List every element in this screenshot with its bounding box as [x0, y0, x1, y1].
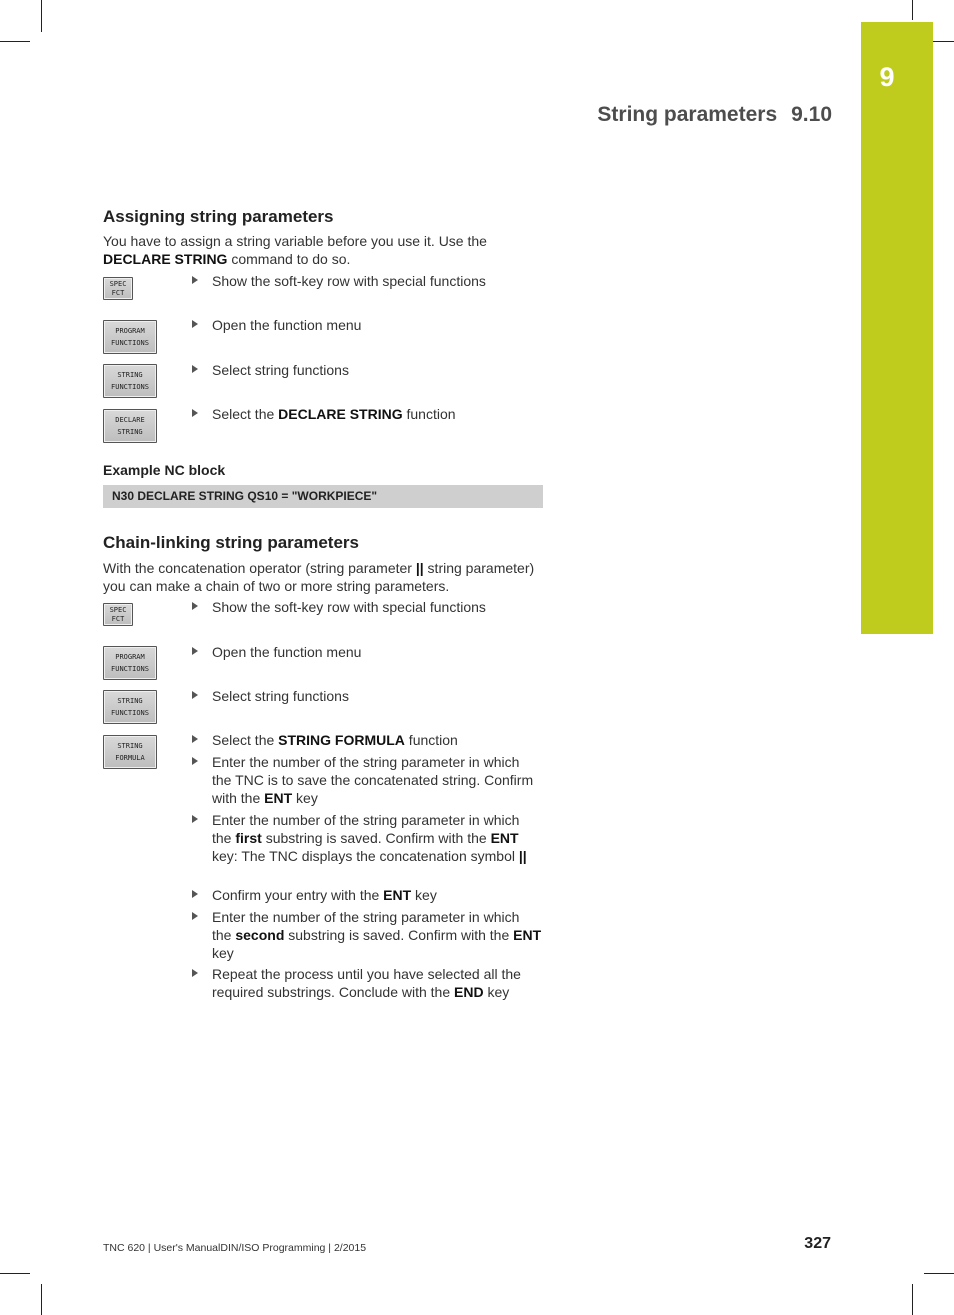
softkey-program-functions[interactable] [103, 320, 157, 354]
step-text-part: function [404, 732, 458, 748]
step-bold: ENT [264, 790, 293, 806]
triangle-bullet-icon [192, 757, 198, 765]
triangle-bullet-icon [192, 912, 198, 920]
section-heading-chain-linking: Chain-linking string parameters [103, 533, 359, 552]
crop-mark [0, 1273, 30, 1274]
softkey-string-formula[interactable] [103, 735, 157, 769]
crop-mark [912, 0, 913, 20]
crop-mark [912, 1284, 913, 1315]
step-text-part: Enter the number of the string parameter in which the [212, 812, 520, 846]
step-item [192, 731, 542, 749]
triangle-bullet-icon [192, 815, 198, 823]
step-bold: ENT [513, 927, 542, 943]
step-text-part: key [411, 887, 437, 903]
step-item [192, 753, 542, 807]
triangle-bullet-icon [192, 276, 198, 284]
step-bold: first [235, 830, 262, 846]
step-text [212, 965, 542, 1001]
section-heading-assigning: Assigning string parameters [103, 207, 334, 226]
softkey-label: SPEC [109, 605, 127, 614]
step-text [212, 908, 542, 962]
chapter-number: 9 [879, 62, 895, 92]
nc-code-block: N30 DECLARE STRING QS10 = "WORKPIECE" [103, 485, 543, 508]
chapter-tab [861, 22, 933, 634]
step-item [192, 687, 542, 705]
step-text [212, 731, 542, 749]
intro-bold: || [415, 560, 424, 576]
softkey-label: DECLARE [115, 416, 145, 424]
step-text [212, 811, 542, 865]
triangle-bullet-icon [192, 647, 198, 655]
step-text [212, 886, 542, 904]
softkey-label: STRING [117, 697, 143, 705]
step-text: Show the soft-key row with special functions [212, 273, 486, 289]
footer-text: TNC 620 | User's ManualDIN/ISO Programming | 2/2015 [103, 1242, 367, 1254]
crop-mark [0, 41, 30, 42]
section-intro-chain-linking [103, 559, 548, 595]
softkey-program-functions[interactable] [103, 646, 157, 680]
step-text-part: Enter the number of the string parameter in which the TNC is to save the concatenated string. Confirm with the [212, 754, 534, 806]
step-bold: END [454, 984, 484, 1000]
page-number: 327 [804, 1235, 831, 1252]
step-item [192, 643, 542, 661]
step-text: Select string functions [212, 688, 349, 704]
softkey-label: STRING [117, 371, 143, 379]
step-item [192, 811, 542, 865]
softkey-label: SPEC [109, 279, 127, 288]
triangle-bullet-icon [192, 691, 198, 699]
softkey-label: FUNCTIONS [111, 339, 149, 347]
softkey-label: PROGRAM [115, 327, 145, 335]
step-text-part: key [483, 984, 510, 1000]
crop-mark [924, 1273, 954, 1274]
step-text-part: key: The TNC displays the concatenation symbol [212, 848, 519, 864]
softkey-label: FUNCTIONS [111, 665, 149, 673]
softkey-label: PROGRAM [115, 653, 145, 661]
header-title: String parameters [597, 103, 778, 126]
triangle-bullet-icon [192, 969, 198, 977]
softkey-label: FCT [111, 614, 125, 623]
crop-mark [41, 1284, 42, 1315]
header-section-number: 9.10 [791, 103, 832, 126]
step-text: Open the function menu [212, 317, 362, 333]
softkey-string-functions[interactable] [103, 690, 157, 724]
step-text: Show the soft-key row with special functions [212, 599, 486, 615]
step-text-part: key [292, 790, 318, 806]
step-text-part: key [212, 945, 234, 961]
intro-bold: DECLARE STRING [103, 251, 228, 267]
softkey-label: FCT [111, 288, 125, 297]
triangle-bullet-icon [192, 735, 198, 743]
step-text-part: Select the [212, 406, 279, 422]
crop-mark [41, 0, 42, 32]
step-item [192, 361, 542, 379]
step-text-part: substring is saved. Confirm with the [284, 927, 514, 943]
triangle-bullet-icon [192, 365, 198, 373]
step-item [192, 886, 542, 904]
step-bold: second [235, 927, 285, 943]
triangle-bullet-icon [192, 320, 198, 328]
step-bold: ENT [490, 830, 519, 846]
softkey-label: STRING [117, 428, 143, 436]
step-item [192, 965, 542, 1001]
section-intro-assigning [103, 232, 548, 268]
step-text-part: substring is saved. Confirm with the [261, 830, 491, 846]
step-bold: STRING FORMULA [278, 732, 405, 748]
step-bold: ENT [383, 887, 412, 903]
step-text-part: Repeat the process until you have selected all the required substrings. Conclude with the [212, 966, 521, 1000]
triangle-bullet-icon [192, 602, 198, 610]
step-item [192, 405, 542, 423]
step-item [192, 908, 542, 962]
softkey-label: FORMULA [115, 754, 145, 762]
step-text-part: Confirm your entry with the [212, 887, 384, 903]
step-text-part: function [402, 406, 456, 422]
step-text: Open the function menu [212, 644, 362, 660]
step-bold: || [518, 848, 527, 864]
triangle-bullet-icon [192, 409, 198, 417]
step-text-part: Select the [212, 732, 279, 748]
step-text [212, 753, 537, 807]
step-item [192, 316, 542, 334]
step-text: Select string functions [212, 362, 349, 378]
running-header [597, 103, 832, 127]
softkey-spec-fct[interactable] [103, 277, 133, 300]
intro-text: string parameter) you can make a chain of two or more string parameters. [103, 560, 535, 594]
softkey-spec-fct[interactable] [103, 603, 133, 626]
softkey-label: STRING [117, 742, 143, 750]
intro-text: With the concatenation operator (string parameter [103, 560, 416, 576]
intro-text: command to do so. [227, 251, 351, 267]
softkey-string-functions[interactable] [103, 364, 157, 398]
step-text [212, 405, 542, 423]
softkey-label: FUNCTIONS [111, 709, 149, 717]
softkey-label: FUNCTIONS [111, 383, 149, 391]
example-heading: Example NC block [103, 462, 226, 478]
softkey-declare-string[interactable] [103, 409, 157, 443]
step-text-part: Enter the number of the string parameter in which the [212, 909, 520, 943]
step-item [192, 272, 542, 290]
step-item [192, 598, 542, 616]
triangle-bullet-icon [192, 890, 198, 898]
step-bold: DECLARE STRING [278, 406, 403, 422]
intro-text: You have to assign a string variable before you use it. Use the [103, 233, 487, 249]
